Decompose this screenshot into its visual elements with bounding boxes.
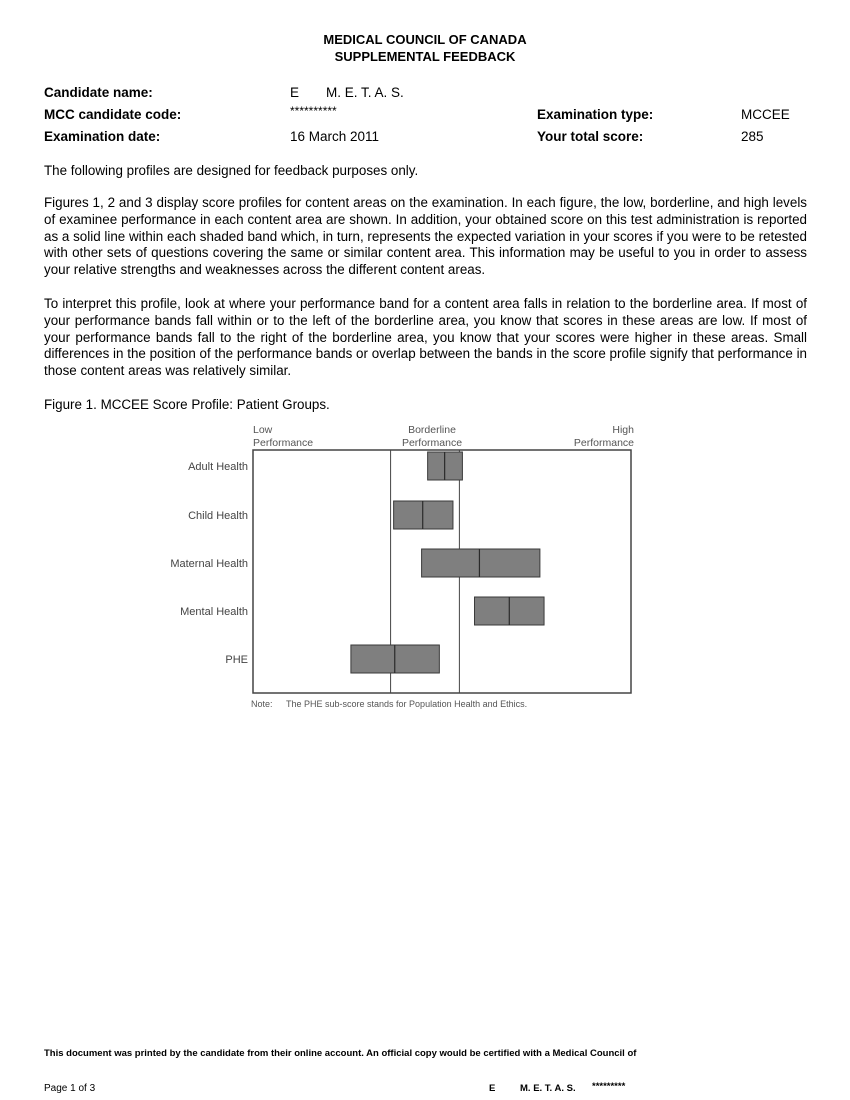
figures-paragraph: Figures 1, 2 and 3 display score profiles for content areas on the examination. In each figure, the low, borderline, and high levels of examinee performance in each content area are shown. In addition, your obtained score on this test administration is reported as a solid line within each shaded band which, in turn, represents the expected variation in your scores if you were to be retested with other sets of questions covering the same or similar content area. This information may be useful to you in order to assess your relative strengths and weaknesses across the different content areas. <box>44 195 807 278</box>
candidate-code-value: ********** <box>290 104 337 118</box>
high-performance-label-1: High <box>612 424 634 436</box>
document-title: MEDICAL COUNCIL OF CANADA <box>323 32 527 47</box>
exam-type-label: Examination type: <box>537 107 654 122</box>
candidate-code-label: MCC candidate code: <box>44 107 182 122</box>
total-score-value: 285 <box>741 129 764 144</box>
note-label: Note: <box>251 699 273 709</box>
low-performance-label-1: Low <box>253 424 273 436</box>
borderline-performance-label-2: Performance <box>401 437 463 449</box>
candidate-name-initial: E <box>290 85 300 100</box>
figure-caption: Figure 1. MCCEE Score Profile: Patient Groups. <box>44 397 330 412</box>
candidate-name-value: M. E. T. A. S. <box>326 85 404 100</box>
low-performance-label-2: Performance <box>253 437 314 449</box>
category-label-child-health: Child Health <box>188 510 248 522</box>
intro-paragraph: The following profiles are designed for feedback purposes only. <box>44 163 419 178</box>
footer-disclaimer: This document was printed by the candidate from their online account. An official copy would be certified with a Medical Council of <box>44 1048 637 1059</box>
total-score-label: Your total score: <box>537 129 644 144</box>
page-number: Page 1 of 3 <box>44 1083 96 1094</box>
category-label-mental-health: Mental Health <box>180 606 248 618</box>
performance-band-maternal-health <box>422 549 540 577</box>
category-label-phe: PHE <box>225 654 248 666</box>
note-text: The PHE sub-score stands for Population Health and Ethics. <box>286 699 528 709</box>
high-performance-label-2: Performance <box>573 437 634 449</box>
footer-code: ********* <box>592 1081 626 1092</box>
footer-name: M. E. T. A. S. <box>520 1083 576 1094</box>
document-subtitle: SUPPLEMENTAL FEEDBACK <box>334 49 516 64</box>
exam-date-label: Examination date: <box>44 129 161 144</box>
interpret-paragraph: To interpret this profile, look at where your performance band for a content area falls in relation to the borderline area. If most of your performance bands fall within or to the left of the borderline area, you know that scores in these areas are low. If most of your performance bands fall to the right of the borderline area, you know that your scores were higher in these areas. Small differences in the position of the performance bands or overlap between the bands in the score profile signify that performance in those content areas was relatively similar. <box>44 296 807 379</box>
category-label-maternal-health: Maternal Health <box>170 558 248 570</box>
candidate-name-label: Candidate name: <box>44 85 153 100</box>
bands-group <box>170 452 544 673</box>
category-label-adult-health: Adult Health <box>188 461 248 473</box>
footer-initial: E <box>489 1083 496 1094</box>
borderline-performance-label-1: Borderline <box>408 424 456 436</box>
exam-type-value: MCCEE <box>741 107 790 122</box>
exam-date-value: 16 March 2011 <box>290 129 380 144</box>
